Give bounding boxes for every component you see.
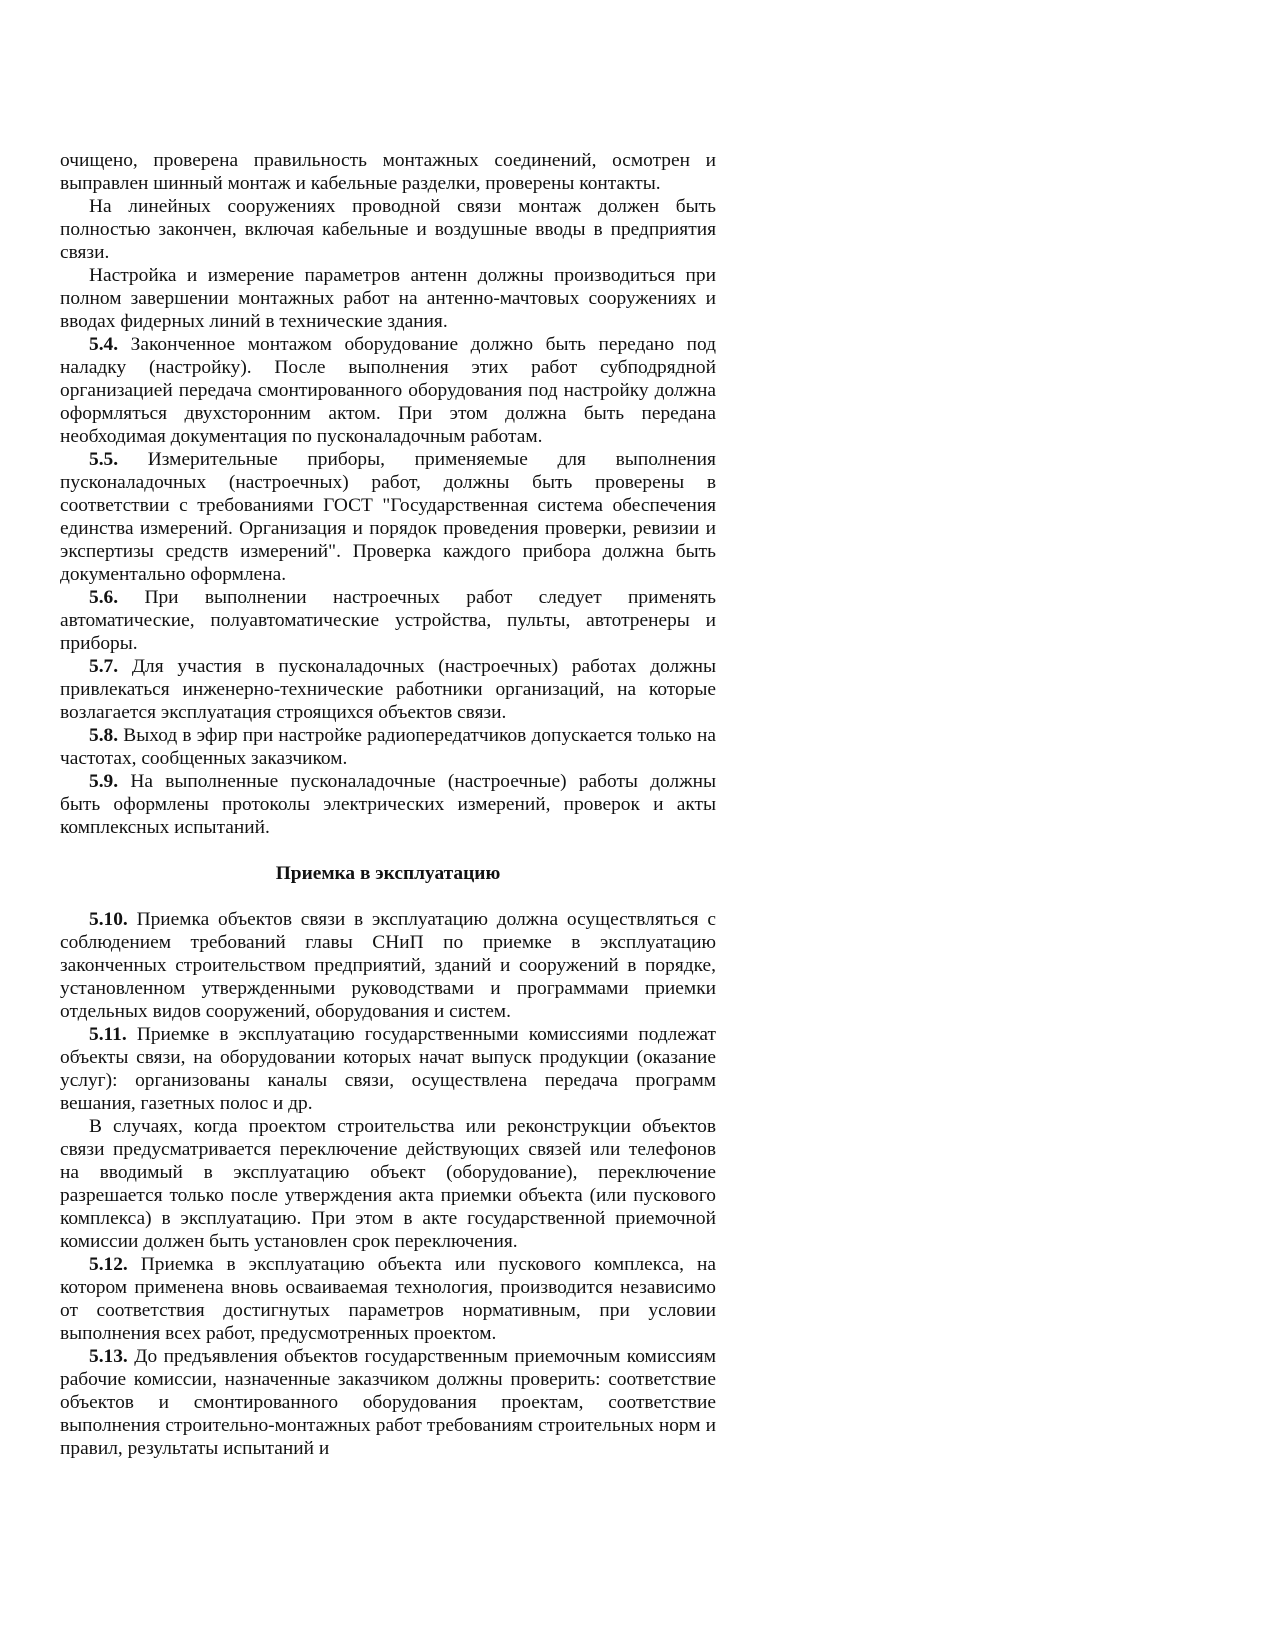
paragraph-continuation xyxy=(60,149,716,195)
clause-5-13 xyxy=(60,1345,716,1460)
clause-5-6 xyxy=(60,586,716,655)
clause-5-11 xyxy=(60,1023,716,1115)
clause-number: 5.13. xyxy=(89,1346,128,1367)
clause-5-7 xyxy=(60,655,716,724)
clause-number: 5.9. xyxy=(89,771,119,792)
section-heading: Приемка в эксплуатацию xyxy=(275,863,501,884)
document-page xyxy=(60,149,716,1460)
clause-number: 5.5. xyxy=(89,449,119,470)
clause-text: Законченное монтажом оборудование должно быть передано под наладку (настройку). После выполнения этих работ субподрядной организацией передача смонтированного оборудования под настройку должна оформляться двухсторонним актом. При этом должна быть передана необходимая документация по пусконаладочным работам. xyxy=(60,334,716,447)
clause-text: Измерительные приборы, применяемые для выполнения пусконаладочных (настроечных) работ, должны быть проверены в соответствии с требованиями ГОСТ "Государственная система обеспечения единства измерений. Организация и порядок проведения проверки, ревизии и экспертизы средств измерений". Проверка каждого прибора должна быть документально оформлена. xyxy=(60,449,716,585)
clause-text: На выполненные пусконаладочные (настроечные) работы должны быть оформлены протоколы электрических измерений, проверок и акты комплексных испытаний. xyxy=(60,771,716,838)
clause-number: 5.11. xyxy=(89,1024,127,1045)
paragraph-antenna-tuning xyxy=(60,264,716,333)
clause-number: 5.7. xyxy=(89,656,119,677)
clause-text: Выход в эфир при настройке радиопередатчиков допускается только на частотах, сообщенных заказчиком. xyxy=(60,725,716,769)
clause-number: 5.10. xyxy=(89,909,128,930)
paragraph-text: Настройка и измерение параметров антенн должны производиться при полном завершении монтажных работ на антенно-мачтовых сооружениях и вводах фидерных линий в технические здания. xyxy=(60,265,716,332)
clause-text: Для участия в пусконаладочных (настроечных) работах должны привлекаться инженерно-технические работники организаций, на которые возлагается эксплуатация строящихся объектов связи. xyxy=(60,656,716,723)
clause-5-8 xyxy=(60,724,716,770)
paragraph-switching xyxy=(60,1115,716,1253)
paragraph-text: В случаях, когда проектом строительства или реконструкции объектов связи предусматривается переключение действующих связей или телефонов на вводимый в эксплуатацию объект (оборудование), переключение разрешается только после утверждения акта приемки объекта (или пускового комплекса) в эксплуатацию. При этом в акте государственной приемочной комиссии должен быть установлен срок переключения. xyxy=(60,1116,716,1252)
clause-text: При выполнении настроечных работ следует применять автоматические, полуавтоматические устройства, пульты, автотренеры и приборы. xyxy=(60,587,716,654)
clause-5-4 xyxy=(60,333,716,448)
clause-text: Приемка в эксплуатацию объекта или пускового комплекса, на котором применена вновь осваиваемая технология, производится независимо от соответствия достигнутых параметров нормативным, при условии выполнения всех работ, предусмотренных проектом. xyxy=(60,1254,716,1344)
clause-5-9 xyxy=(60,770,716,839)
clause-5-10 xyxy=(60,908,716,1023)
clause-number: 5.8. xyxy=(89,725,119,746)
clause-number: 5.6. xyxy=(89,587,119,608)
paragraph-text: На линейных сооружениях проводной связи монтаж должен быть полностью закончен, включая кабельные и воздушные вводы в предприятия связи. xyxy=(60,196,716,263)
clause-number: 5.12. xyxy=(89,1254,128,1275)
clause-number: 5.4. xyxy=(89,334,119,355)
clause-text: Приемка объектов связи в эксплуатацию должна осуществляться с соблюдением требований главы СНиП по приемке в эксплуатацию законченных строительством предприятий, зданий и сооружений в порядке, установленном утвержденными руководствами и программами приемки отдельных видов сооружений, оборудования и систем. xyxy=(60,909,716,1022)
paragraph-text: очищено, проверена правильность монтажных соединений, осмотрен и выправлен шинный монтаж и кабельные разделки, проверены контакты. xyxy=(60,150,716,194)
clause-text: До предъявления объектов государственным приемочным комиссиям рабочие комиссии, назначенные заказчиком должны проверить: соответствие объектов и смонтированного оборудования проектам, соответствие выполнения строительно-монтажных работ требованиям строительных норм и правил, результаты испытаний и xyxy=(60,1346,716,1459)
clause-text: Приемке в эксплуатацию государственными комиссиями подлежат объекты связи, на оборудовании которых начат выпуск продукции (оказание услуг): организованы каналы связи, осуществлена передача программ вешания, газетных полос и др. xyxy=(60,1024,716,1114)
clause-5-12 xyxy=(60,1253,716,1345)
clause-5-5 xyxy=(60,448,716,586)
paragraph-linear-structures xyxy=(60,195,716,264)
